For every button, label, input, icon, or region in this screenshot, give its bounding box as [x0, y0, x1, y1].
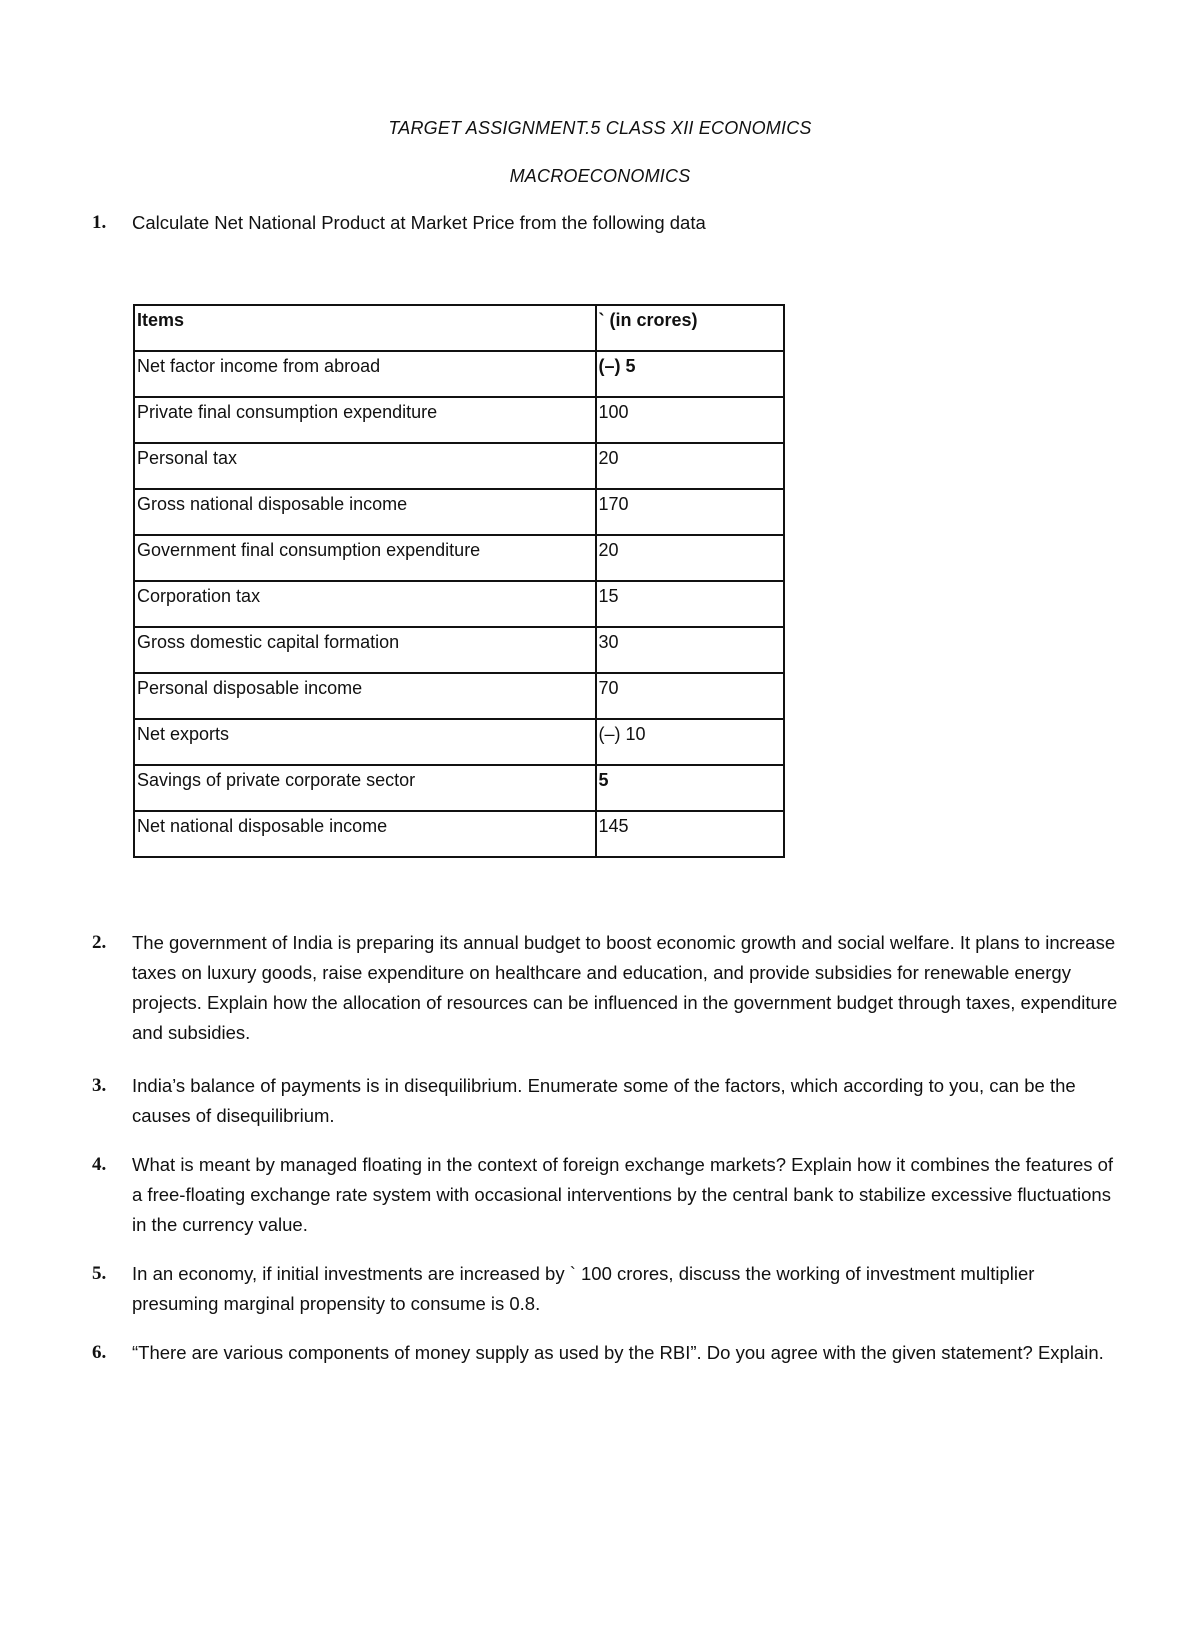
table-row: [134, 811, 784, 857]
page-subtitle: MACROECONOMICS: [509, 166, 691, 186]
question-text: The government of India is preparing its annual budget to boost economic growth and social welfare. It plans to increase taxes on luxury goods, raise expenditure on healthcare and education, and provide subsidies for renewable energy projects. Explain how the allocation of resources can be influenced in the government budget through taxes, expenditure and subsidies.: [132, 932, 1118, 1043]
table-cell-item: Government final consumption expenditure: [134, 535, 596, 581]
question-number: 3.: [92, 1075, 107, 1096]
question-text: “There are various components of money supply as used by the RBI”. Do you agree with the given statement? Explain.: [132, 1342, 1104, 1363]
table-row: [134, 673, 784, 719]
table-cell-value: 170: [596, 489, 784, 535]
table-cell-item: Net exports: [134, 719, 596, 765]
table-cell-item: Savings of private corporate sector: [134, 765, 596, 811]
question-number: 2.: [92, 932, 107, 953]
table-cell-item: Net national disposable income: [134, 811, 596, 857]
table-cell-value: 145: [596, 811, 784, 857]
table-cell-value: (–) 10: [596, 719, 784, 765]
question-number: 6.: [92, 1342, 107, 1363]
page-title: TARGET ASSIGNMENT.5 CLASS XII ECONOMICS: [388, 118, 812, 138]
question-text: In an economy, if initial investments are increased by ` 100 crores, discuss the working of investment multiplier presuming marginal propensity to consume is 0.8.: [132, 1263, 1035, 1314]
table-cell-value: 100: [596, 397, 784, 443]
question-4: [92, 1150, 1122, 1240]
question-text: India’s balance of payments is in disequilibrium. Enumerate some of the factors, which according to you, can be the causes of disequilibrium.: [132, 1075, 1076, 1126]
table-cell-value: 30: [596, 627, 784, 673]
table-cell-value: 20: [596, 535, 784, 581]
table-cell-value: 20: [596, 443, 784, 489]
question-number: 1.: [92, 212, 107, 233]
table-row: [134, 351, 784, 397]
table-cell-value: 5: [596, 765, 784, 811]
table-cell-value: 70: [596, 673, 784, 719]
table-header-items: Items: [134, 305, 596, 351]
table-cell-item: Corporation tax: [134, 581, 596, 627]
table-row: [134, 489, 784, 535]
table-row: [134, 719, 784, 765]
table-row: [134, 443, 784, 489]
table-row: [134, 765, 784, 811]
table-cell-item: Net factor income from abroad: [134, 351, 596, 397]
table-header-value: ` (in crores): [596, 305, 784, 351]
table-cell-item: Personal disposable income: [134, 673, 596, 719]
question-3: [92, 1071, 1122, 1131]
table-cell-value: 15: [596, 581, 784, 627]
question-number: 5.: [92, 1263, 107, 1284]
question-2: [92, 928, 1122, 1048]
question-6: [92, 1338, 1122, 1368]
table-row: [134, 627, 784, 673]
table-cell-item: Gross national disposable income: [134, 489, 596, 535]
question-text: Calculate Net National Product at Market Price from the following data: [132, 212, 706, 233]
table-cell-value: (–) 5: [596, 351, 784, 397]
table-cell-item: Gross domestic capital formation: [134, 627, 596, 673]
table-cell-item: Personal tax: [134, 443, 596, 489]
question-5: [92, 1259, 1122, 1319]
question-1: [92, 208, 1122, 238]
question-text: What is meant by managed floating in the context of foreign exchange markets? Explain how it combines the features of a free-floating exchange rate system with occasional interventions by the central bank to stabilize excessive fluctuations in the currency value.: [132, 1154, 1114, 1235]
table-row: [134, 397, 784, 443]
data-table: [133, 304, 785, 858]
table-cell-item: Private final consumption expenditure: [134, 397, 596, 443]
question-number: 4.: [92, 1154, 107, 1175]
table-row: [134, 581, 784, 627]
table-row: [134, 535, 784, 581]
table-header-row: [134, 305, 784, 351]
